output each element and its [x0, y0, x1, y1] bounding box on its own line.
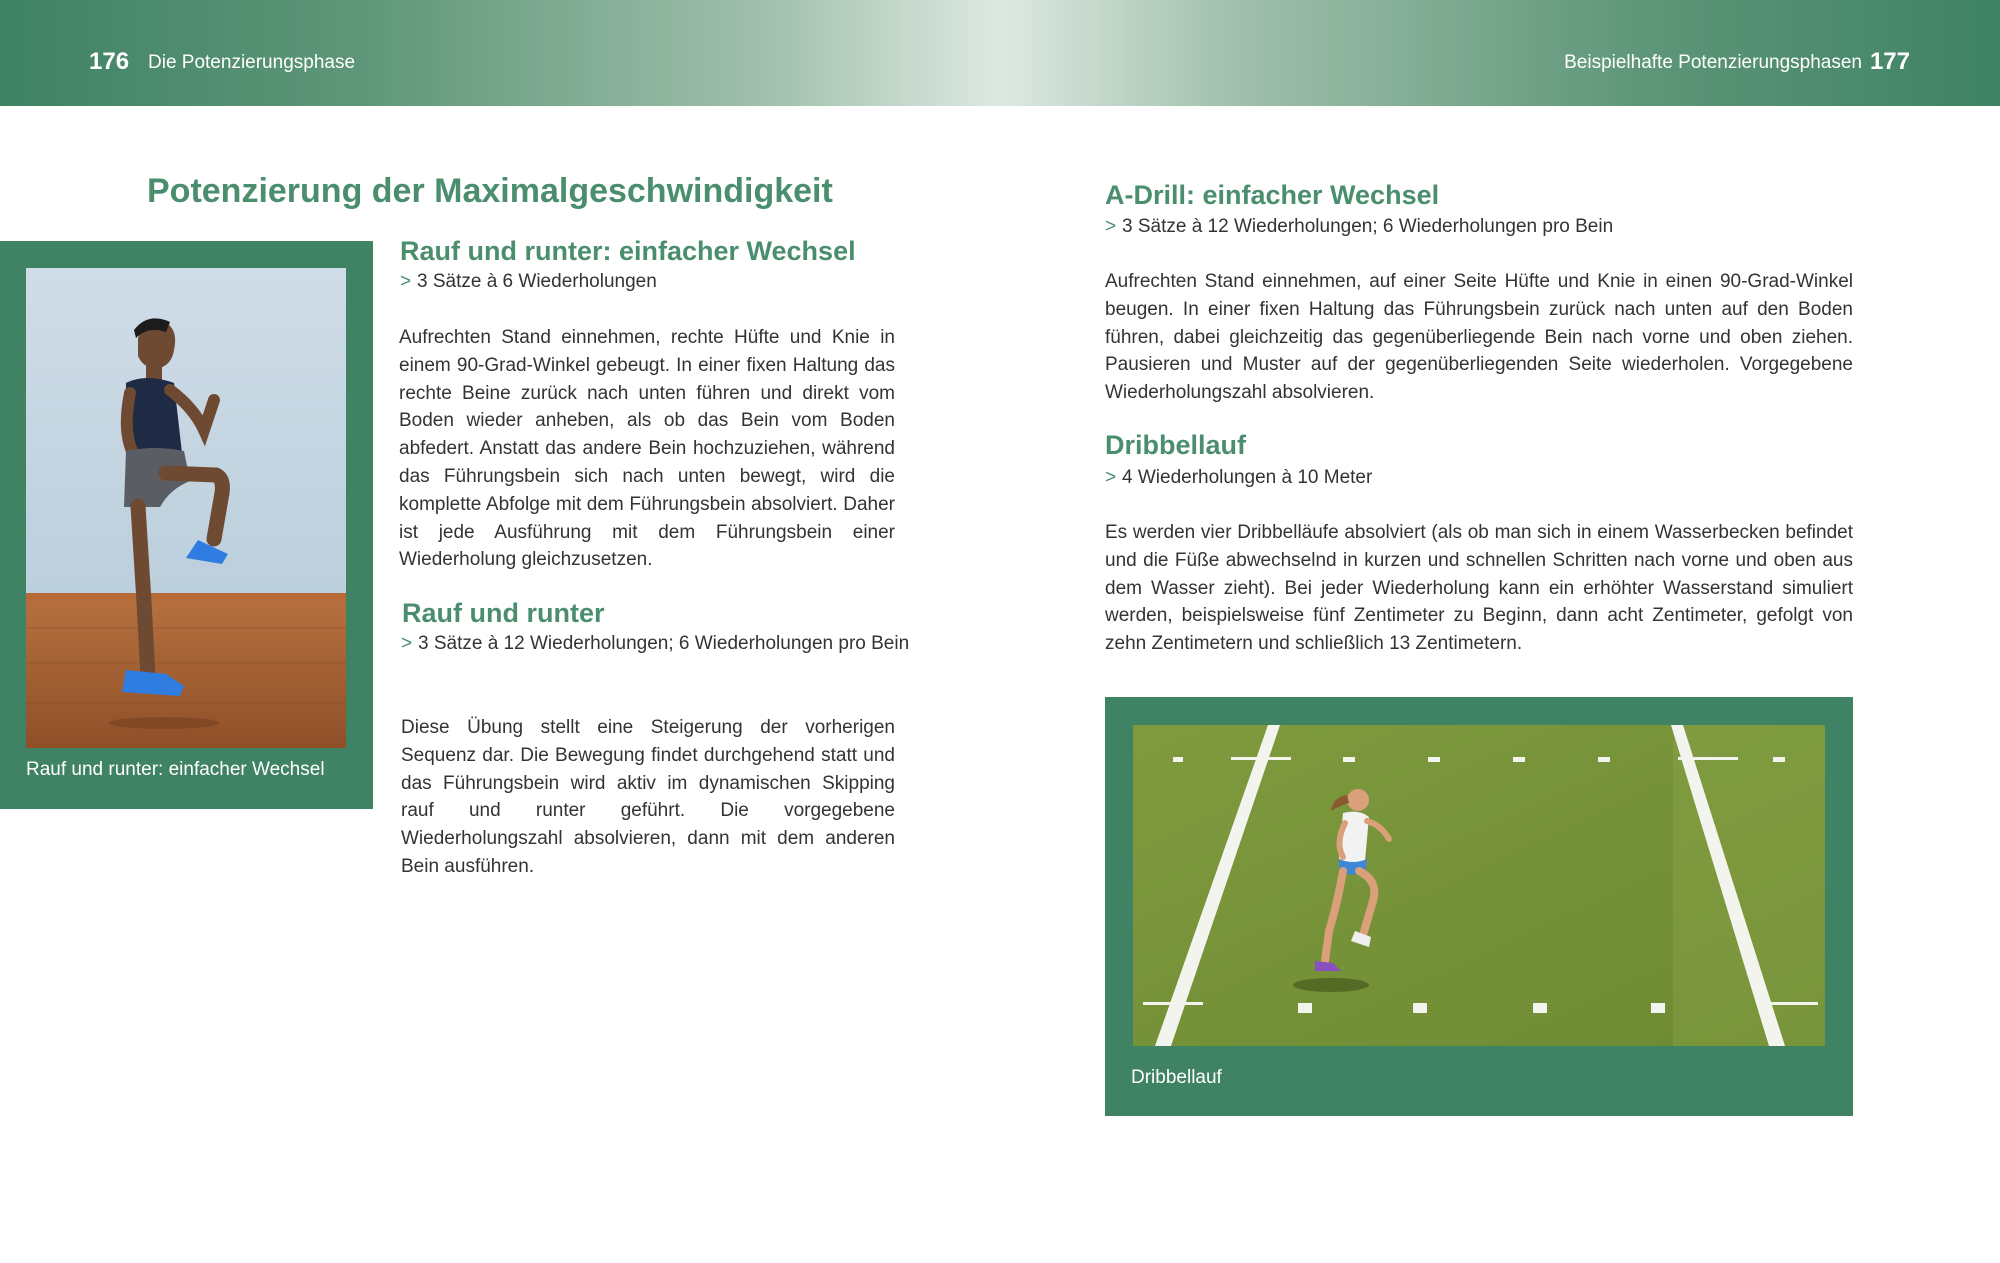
- figure-frame-left: [0, 241, 373, 809]
- exercise-title: Rauf und runter: einfacher Wechsel: [400, 236, 856, 266]
- bullet-arrow: >: [1105, 467, 1117, 488]
- bullet-arrow: >: [1105, 216, 1117, 237]
- section-heading: Potenzierung der Maximalgeschwindigkeit: [147, 172, 833, 210]
- exercise-description: Es werden vier Dribbelläufe absolviert (als ob man sich in einem Wasserbecken befindet und die Füße abwechselnd in kurzen und schnellen Schritten nach vorne und oben aus dem Wasser zieht). Bei jeder Wiederholung kann ein erhöhter Wasserstand simuliert werden, beispielsweise fünf Zentimeter zu Beginn, dann acht Zentimeter, gefolgt von zehn Zentimetern und schließlich 13 Zentimetern.: [1105, 522, 1853, 655]
- right-page-number: 177: [1869, 48, 1910, 75]
- bullet-arrow: >: [400, 271, 412, 292]
- exercise-title: A-Drill: einfacher Wechsel: [1105, 180, 1440, 210]
- exercise-sets-text: 3 Sätze à 12 Wiederholungen; 6 Wiederholungen pro Bein: [418, 633, 910, 654]
- bullet-arrow: >: [401, 633, 413, 654]
- figure-caption-right: Dribbellauf: [1131, 1067, 1222, 1088]
- page-header: [0, 0, 2000, 106]
- exercise-title: Rauf und runter: [402, 598, 605, 628]
- exercise-sets-text: 3 Sätze à 12 Wiederholungen; 6 Wiederholungen pro Bein: [1122, 216, 1614, 237]
- exercise-description: Diese Übung stellt eine Steigerung der vorherigen Sequenz dar. Die Bewegung findet durchgehend statt und das Führungsbein wird aktiv im dynamischen Skipping rauf und runter geführt. Die vorgegebene Wiederholungszahl absolvieren, dann mit dem anderen Bein ausführen.: [401, 717, 895, 877]
- photo-dribble-run: [1133, 725, 1825, 1046]
- right-chapter-title: Beispielhafte Potenzierungsphasen: [1564, 52, 1862, 73]
- left-chapter-title: Die Potenzierungsphase: [148, 52, 356, 73]
- photo-high-knee: [26, 268, 346, 748]
- exercise-sets: [1105, 464, 1870, 492]
- exercise-title: Dribbellauf: [1105, 430, 1247, 460]
- exercise-description: Aufrechten Stand einnehmen, rechte Hüfte und Knie in einem 90-Grad-Winkel gebeugt. In einer fixen Haltung das rechte Beine zurück nach unten führen und direkt vom Boden wieder anheben, als ob das Bein vom Boden abfedert. Anstatt das andere Bein hochzuziehen, während das Führungsbein sich nach unten bewegt, wird die komplette Abfolge mit dem Führungsbein absolviert. Daher ist jede Ausführung mit dem Führungsbein einer Wiederholung gleichzusetzen.: [399, 327, 895, 571]
- exercise-sets-text: 3 Sätze à 6 Wiederholungen: [417, 271, 657, 292]
- exercise-sets: [1105, 213, 1870, 241]
- figure-caption-left: Rauf und runter: einfacher Wechsel: [26, 759, 325, 780]
- exercise-sets-text: 4 Wiederholungen à 10 Meter: [1122, 467, 1373, 488]
- figure-frame-right: [1105, 697, 1853, 1116]
- left-page-number: 176: [89, 48, 130, 75]
- exercise-description: Aufrechten Stand einnehmen, auf einer Seite Hüfte und Knie in einen 90-Grad-Winkel beugen. In einer fixen Haltung das Führungsbein zurück nach unten auf den Boden führen, dabei gleichzeitig das gegenüberliegende Bein nach vorne und oben ziehen. Pausieren und Muster auf der gegenüberliegenden Seite wiederholen. Vorgegebene Wiederholungszahl absolvieren.: [1105, 271, 1853, 404]
- exercise-sets: [401, 630, 912, 658]
- exercise-sets: [400, 268, 912, 296]
